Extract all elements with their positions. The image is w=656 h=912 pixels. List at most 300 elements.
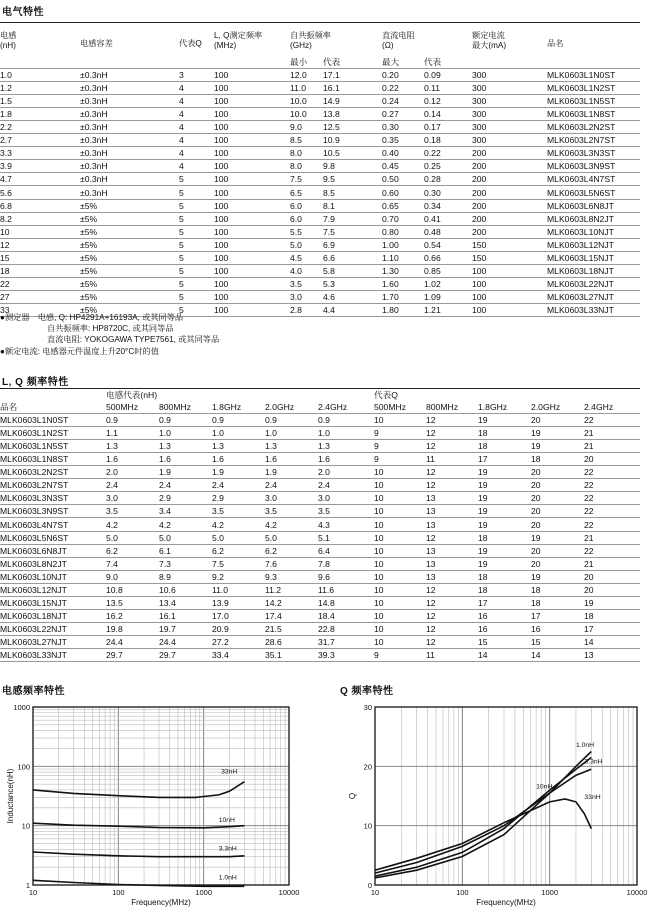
- table-cell: 200: [472, 147, 547, 160]
- table-row: [0, 108, 640, 121]
- table-cell: 100: [472, 264, 547, 277]
- x-axis-label: Frequency(MHz): [476, 898, 536, 907]
- series-line: [375, 799, 591, 870]
- table-cell: 100: [214, 69, 290, 82]
- table-cell: 18: [531, 583, 584, 596]
- table-cell: 8.5: [290, 134, 323, 147]
- table-cell: 10.0: [290, 108, 323, 121]
- table-cell: 0.48: [424, 225, 472, 238]
- freq-header: 500MHz: [106, 401, 159, 414]
- table-cell: 1.6: [212, 453, 265, 466]
- table-cell: 10: [374, 531, 426, 544]
- table-row: [0, 635, 640, 648]
- table-cell: 6.5: [290, 186, 323, 199]
- header-srf-min: 最小: [290, 56, 323, 69]
- table-cell: 12: [426, 440, 478, 453]
- table-cell: 200: [472, 173, 547, 186]
- table-cell: 19: [478, 544, 531, 557]
- table-cell: 20: [531, 466, 584, 479]
- table-cell: 2.8: [290, 303, 323, 316]
- table-cell: 10: [374, 544, 426, 557]
- table-row: [0, 609, 640, 622]
- table-cell: 19: [478, 479, 531, 492]
- table-cell: 3.5: [290, 277, 323, 290]
- freq-header: 1.8GHz: [212, 401, 265, 414]
- table-cell: 14.2: [265, 596, 318, 609]
- table-cell: 20: [584, 570, 640, 583]
- table-cell: 1.00: [382, 238, 424, 251]
- table-cell: 4: [179, 134, 214, 147]
- table-cell: 6.0: [290, 199, 323, 212]
- table-cell: MLK0603L6N8JT: [547, 199, 640, 212]
- table-cell: 18: [478, 440, 531, 453]
- table-cell: MLK0603L15NJT: [0, 596, 106, 609]
- table-cell: 9.0: [106, 570, 159, 583]
- table-cell: 0.24: [382, 95, 424, 108]
- series-label: 3.3nH: [584, 758, 603, 766]
- table-cell: 13: [426, 544, 478, 557]
- table-cell: ±0.3nH: [80, 69, 179, 82]
- table-cell: 10: [374, 622, 426, 635]
- table-cell: 29.7: [159, 648, 212, 661]
- table-cell: 0.66: [424, 251, 472, 264]
- table-row: [0, 570, 640, 583]
- table-cell: 0.28: [424, 173, 472, 186]
- table-cell: ±5%: [80, 264, 179, 277]
- table-cell: 0.9: [265, 414, 318, 427]
- table-cell: 24.4: [106, 635, 159, 648]
- table-cell: 1.3: [265, 440, 318, 453]
- table-cell: 100: [472, 277, 547, 290]
- table-cell: 300: [472, 82, 547, 95]
- table-cell: 10.9: [323, 134, 382, 147]
- table-cell: 2.4: [106, 479, 159, 492]
- series-label: 33nH: [221, 768, 238, 776]
- table-cell: 20: [531, 518, 584, 531]
- table-cell: 1.0: [265, 427, 318, 440]
- table-cell: 20.9: [212, 622, 265, 635]
- header-freq: L, Q测定频率 (MHz): [214, 31, 263, 50]
- header-part: 品名: [0, 401, 106, 414]
- table-cell: 100: [214, 303, 290, 316]
- table-cell: 14.8: [318, 596, 374, 609]
- table-cell: 6.4: [318, 544, 374, 557]
- table-cell: 12: [426, 427, 478, 440]
- table-cell: 1.9: [212, 466, 265, 479]
- table-cell: 200: [472, 225, 547, 238]
- table-cell: MLK0603L8N2JT: [547, 212, 640, 225]
- table-cell: 1.6: [159, 453, 212, 466]
- y-axis-label: Inductance(nH): [6, 768, 15, 824]
- table-cell: ±0.3nH: [80, 186, 179, 199]
- table-cell: 2.7: [0, 134, 80, 147]
- table-cell: 19: [584, 596, 640, 609]
- table-cell: 13: [426, 505, 478, 518]
- table-cell: MLK0603L15NJT: [547, 251, 640, 264]
- table-cell: 21: [584, 427, 640, 440]
- table-cell: MLK0603L1N8ST: [547, 108, 640, 121]
- table-cell: 21: [584, 557, 640, 570]
- table-cell: 31.7: [318, 635, 374, 648]
- table-row: [0, 453, 640, 466]
- table-cell: 22: [0, 277, 80, 290]
- table-cell: 7.5: [323, 225, 382, 238]
- table-cell: 11.0: [212, 583, 265, 596]
- table-row: [0, 186, 640, 199]
- table-cell: 16.1: [323, 82, 382, 95]
- table-cell: 0.30: [382, 121, 424, 134]
- table-cell: 5: [179, 251, 214, 264]
- table-cell: 20: [531, 544, 584, 557]
- table-cell: 9: [374, 440, 426, 453]
- y-tick-label: 10: [363, 821, 372, 831]
- table-cell: 8.9: [159, 570, 212, 583]
- table-cell: MLK0603L4N7ST: [0, 518, 106, 531]
- table-cell: 100: [214, 186, 290, 199]
- table-cell: 1.60: [382, 277, 424, 290]
- table-cell: 3: [179, 69, 214, 82]
- table-cell: 4.0: [290, 264, 323, 277]
- table-cell: 100: [214, 160, 290, 173]
- table-cell: 28.6: [265, 635, 318, 648]
- table-cell: 17.4: [265, 609, 318, 622]
- table-cell: 0.25: [424, 160, 472, 173]
- table-cell: MLK0603L18NJT: [547, 264, 640, 277]
- table-cell: 100: [214, 251, 290, 264]
- table-cell: 1.70: [382, 290, 424, 303]
- x-tick-label: 1000: [195, 888, 213, 897]
- table-cell: MLK0603L1N8ST: [0, 453, 106, 466]
- table-cell: 100: [214, 121, 290, 134]
- freq-header: 1.8GHz: [478, 401, 531, 414]
- table-cell: 20: [531, 557, 584, 570]
- table-cell: 300: [472, 69, 547, 82]
- table-cell: 3.4: [159, 505, 212, 518]
- table-row: [0, 95, 640, 108]
- table-cell: MLK0603L33NJT: [0, 648, 106, 661]
- table-cell: MLK0603L1N5ST: [0, 440, 106, 453]
- table-cell: 20: [531, 479, 584, 492]
- y-tick-label: 1: [25, 881, 30, 890]
- table-cell: 4: [179, 95, 214, 108]
- table-row: [0, 199, 640, 212]
- y-tick-label: 0: [367, 881, 372, 890]
- table-cell: 4.4: [323, 303, 382, 316]
- table-cell: 10: [374, 609, 426, 622]
- table-cell: 0.85: [424, 264, 472, 277]
- table-cell: MLK0603L22NJT: [0, 622, 106, 635]
- table-cell: 6.0: [290, 212, 323, 225]
- table-cell: 11.2: [265, 583, 318, 596]
- table-row: [0, 466, 640, 479]
- table-cell: 13.5: [106, 596, 159, 609]
- table-cell: ±0.3nH: [80, 173, 179, 186]
- table-cell: 0.9: [212, 414, 265, 427]
- header-part: 品名: [547, 38, 564, 48]
- table-cell: 6.8: [0, 199, 80, 212]
- table-cell: 14: [584, 635, 640, 648]
- table-cell: 6.9: [323, 238, 382, 251]
- table-cell: 5: [179, 186, 214, 199]
- table-cell: 17: [478, 596, 531, 609]
- table-cell: 1.10: [382, 251, 424, 264]
- table-cell: MLK0603L3N9ST: [547, 160, 640, 173]
- table-cell: 100: [214, 199, 290, 212]
- table-cell: 17.0: [212, 609, 265, 622]
- l-q-frequency-table: [0, 389, 640, 662]
- table-cell: 12: [426, 466, 478, 479]
- table-cell: MLK0603L12NJT: [547, 238, 640, 251]
- table-cell: 100: [472, 290, 547, 303]
- table-cell: 0.27: [382, 108, 424, 121]
- table-cell: 4.3: [318, 518, 374, 531]
- table-cell: 17: [531, 609, 584, 622]
- table-cell: 8.0: [290, 147, 323, 160]
- table-cell: MLK0603L2N2ST: [547, 121, 640, 134]
- table-cell: 18: [478, 583, 531, 596]
- table-cell: 0.30: [424, 186, 472, 199]
- table-cell: 21.5: [265, 622, 318, 635]
- table-cell: 4.7: [0, 173, 80, 186]
- table-cell: 0.70: [382, 212, 424, 225]
- table-cell: 4: [179, 108, 214, 121]
- inductance-frequency-chart: [0, 697, 310, 912]
- table-cell: 10: [374, 466, 426, 479]
- x-tick-label: 10000: [278, 888, 300, 897]
- q-chart-title: Q 频率特性: [340, 686, 394, 697]
- header-dcr-typ: 代表: [424, 56, 472, 69]
- freq-header: 800MHz: [426, 401, 478, 414]
- table-cell: 15: [478, 635, 531, 648]
- table-cell: 1.0: [318, 427, 374, 440]
- table-row: [0, 69, 640, 82]
- table-cell: 0.12: [424, 95, 472, 108]
- table-row: [0, 160, 640, 173]
- table-cell: 2.4: [212, 479, 265, 492]
- table-cell: 10: [374, 414, 426, 427]
- table-cell: 35.1: [265, 648, 318, 661]
- table-cell: 21: [584, 531, 640, 544]
- freq-header: 500MHz: [374, 401, 426, 414]
- table-cell: 17: [584, 622, 640, 635]
- table-cell: 19: [478, 518, 531, 531]
- table-cell: 3.0: [318, 492, 374, 505]
- table-cell: 17: [478, 453, 531, 466]
- table-cell: 200: [472, 199, 547, 212]
- table-cell: 2.0: [318, 466, 374, 479]
- table-cell: 15: [531, 635, 584, 648]
- table-cell: 8.1: [323, 199, 382, 212]
- table-cell: 7.5: [212, 557, 265, 570]
- table-row: [0, 531, 640, 544]
- table-cell: ±0.3nH: [80, 108, 179, 121]
- table-cell: 9.0: [290, 121, 323, 134]
- table-cell: 4.2: [159, 518, 212, 531]
- table-row: [0, 251, 640, 264]
- table-cell: 0.9: [159, 414, 212, 427]
- table-cell: 9.3: [265, 570, 318, 583]
- table-cell: 10: [374, 479, 426, 492]
- table-cell: 0.80: [382, 225, 424, 238]
- header-dcr-max: 最大: [382, 56, 424, 69]
- table-cell: 33.4: [212, 648, 265, 661]
- table-cell: MLK0603L5N6ST: [547, 186, 640, 199]
- table-cell: 4.6: [323, 290, 382, 303]
- series-label: 10nH: [218, 817, 235, 825]
- series-line: [33, 852, 244, 857]
- table-cell: ±5%: [80, 225, 179, 238]
- table-cell: 3.0: [290, 290, 323, 303]
- table-cell: 9.5: [323, 173, 382, 186]
- table-cell: 14: [478, 648, 531, 661]
- series-line: [375, 757, 591, 876]
- table-cell: 19: [478, 414, 531, 427]
- table-cell: 4: [179, 160, 214, 173]
- table-cell: 300: [472, 121, 547, 134]
- table-cell: 6.6: [323, 251, 382, 264]
- table-cell: ±5%: [80, 212, 179, 225]
- x-tick-label: 100: [112, 888, 125, 897]
- table-cell: 20: [531, 492, 584, 505]
- table-cell: 5: [179, 264, 214, 277]
- table-cell: MLK0603L3N3ST: [547, 147, 640, 160]
- note-line: ●测定器 电感, Q: HP4291A+16193A, 或其同等品: [0, 313, 184, 322]
- table-cell: 100: [214, 290, 290, 303]
- freq-header: 2.4GHz: [318, 401, 374, 414]
- table-cell: 29.7: [106, 648, 159, 661]
- table-cell: 100: [214, 108, 290, 121]
- table-cell: 5: [179, 277, 214, 290]
- table-cell: 1.02: [424, 277, 472, 290]
- table-cell: 33: [0, 303, 80, 316]
- table-cell: 10: [374, 505, 426, 518]
- table-cell: 7.8: [318, 557, 374, 570]
- table-cell: 12: [426, 583, 478, 596]
- header-dcr: 直流电阻 (Ω): [382, 31, 415, 50]
- table-cell: MLK0603L10NJT: [0, 570, 106, 583]
- series-label: 1.0nH: [218, 874, 237, 882]
- header-srf: 自共振频率 (GHz): [290, 31, 331, 50]
- table-cell: 150: [472, 238, 547, 251]
- table-cell: 1.09: [424, 290, 472, 303]
- table-row: [0, 147, 640, 160]
- table-cell: MLK0603L3N9ST: [0, 505, 106, 518]
- table-cell: 1.6: [318, 453, 374, 466]
- table-cell: 12: [426, 635, 478, 648]
- table-cell: 20: [531, 505, 584, 518]
- table-row: [0, 427, 640, 440]
- table-cell: 10: [374, 492, 426, 505]
- table-cell: 2.4: [265, 479, 318, 492]
- table-cell: 27.2: [212, 635, 265, 648]
- table-cell: MLK0603L8N2JT: [0, 557, 106, 570]
- electrical-characteristics-table: [0, 31, 640, 317]
- table-cell: 100: [214, 147, 290, 160]
- table-cell: 100: [214, 277, 290, 290]
- table-cell: ±0.3nH: [80, 82, 179, 95]
- table-cell: 8.5: [323, 186, 382, 199]
- table-cell: 10: [374, 583, 426, 596]
- header-inductance: 电感 (nH): [0, 31, 17, 50]
- table-cell: 5.3: [323, 277, 382, 290]
- table-cell: 5.0: [265, 531, 318, 544]
- table-cell: 2.2: [0, 121, 80, 134]
- measurement-notes: [0, 312, 219, 357]
- group-inductance: 电感代表(nH): [106, 390, 158, 401]
- table-cell: 22: [584, 505, 640, 518]
- table-cell: 39.3: [318, 648, 374, 661]
- table-cell: 20: [531, 414, 584, 427]
- table-cell: 1.0: [0, 69, 80, 82]
- table-cell: 5.0: [106, 531, 159, 544]
- table-row: [0, 238, 640, 251]
- table-cell: 19: [478, 492, 531, 505]
- table-cell: 0.34: [424, 199, 472, 212]
- table-cell: 7.3: [159, 557, 212, 570]
- y-tick-label: 20: [363, 762, 372, 772]
- table-cell: 6.2: [265, 544, 318, 557]
- table-cell: 100: [214, 212, 290, 225]
- table-cell: ±5%: [80, 290, 179, 303]
- table-cell: 2.4: [159, 479, 212, 492]
- table-cell: 19: [531, 427, 584, 440]
- table-cell: 100: [214, 173, 290, 186]
- table-cell: MLK0603L27NJT: [547, 290, 640, 303]
- table-cell: MLK0603L2N2ST: [0, 466, 106, 479]
- table-cell: 7.6: [265, 557, 318, 570]
- table-cell: 5.0: [212, 531, 265, 544]
- table-cell: 0.22: [382, 82, 424, 95]
- table-cell: 1.3: [318, 440, 374, 453]
- table-cell: 300: [472, 108, 547, 121]
- table-cell: 9.2: [212, 570, 265, 583]
- table-cell: ±5%: [80, 277, 179, 290]
- table-cell: 13: [426, 492, 478, 505]
- table-cell: 3.5: [318, 505, 374, 518]
- table-cell: 0.17: [424, 121, 472, 134]
- table-cell: 100: [214, 134, 290, 147]
- table-cell: 14.9: [323, 95, 382, 108]
- table-cell: 1.3: [159, 440, 212, 453]
- table-row: [0, 648, 640, 661]
- table-row: [0, 440, 640, 453]
- table-cell: 9.8: [323, 160, 382, 173]
- table-cell: 12.5: [323, 121, 382, 134]
- table-cell: 13: [426, 518, 478, 531]
- series-label: 1.0nH: [575, 741, 595, 749]
- section2-title: L, Q 频率特性: [2, 377, 69, 388]
- table-row: [0, 277, 640, 290]
- freq-header: 800MHz: [159, 401, 212, 414]
- table-cell: MLK0603L1N2ST: [0, 427, 106, 440]
- table-cell: MLK0603L1N0ST: [0, 414, 106, 427]
- table-cell: MLK0603L2N7ST: [0, 479, 106, 492]
- table-cell: 12: [426, 414, 478, 427]
- header-q: 代表Q: [179, 38, 202, 48]
- table-cell: 7.9: [323, 212, 382, 225]
- table-cell: 4: [179, 147, 214, 160]
- table-cell: 3.3: [0, 147, 80, 160]
- table-cell: 0.18: [424, 134, 472, 147]
- table-cell: 8.2: [0, 212, 80, 225]
- table-cell: 4.2: [106, 518, 159, 531]
- table-cell: MLK0603L4N7ST: [547, 173, 640, 186]
- table-cell: 12: [0, 238, 80, 251]
- freq-header: 2.0GHz: [265, 401, 318, 414]
- table-cell: 12: [426, 609, 478, 622]
- series-label: 10nH: [536, 783, 553, 791]
- table-cell: 5.1: [318, 531, 374, 544]
